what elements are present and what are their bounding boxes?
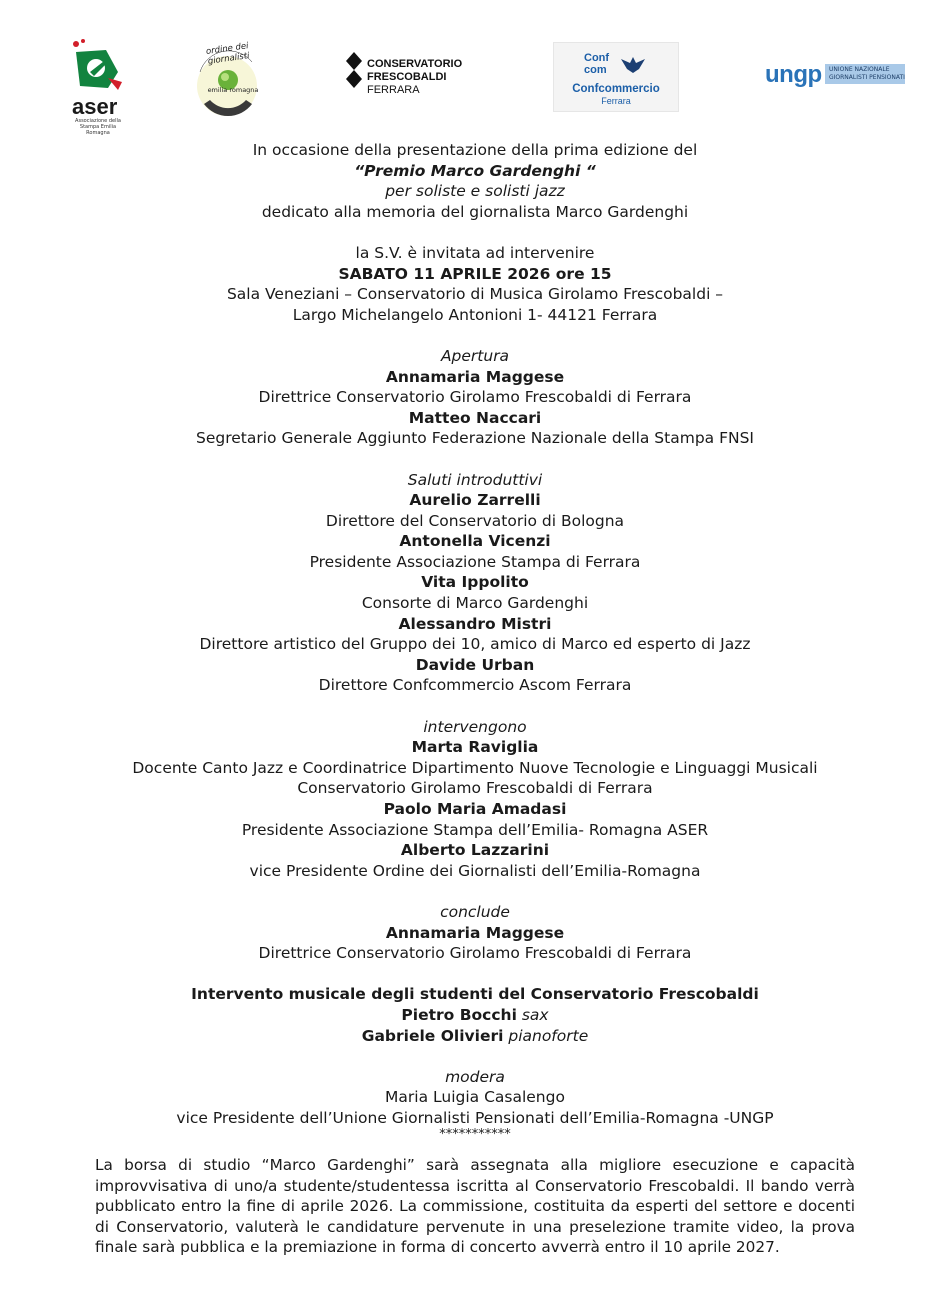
speaker-role: vice Presidente Ordine dei Giornalisti dell’Emilia-Romagna bbox=[249, 861, 701, 880]
separator: *********** bbox=[439, 1126, 511, 1142]
speaker-name: Vita Ippolito bbox=[421, 573, 529, 592]
speaker-role: Direttore del Conservatorio di Bologna bbox=[325, 511, 625, 530]
ungp-line2: GIORNALISTI PENSIONATI bbox=[829, 74, 905, 81]
venue-line-2: Largo Michelangelo Antonioni 1- 44121 Ferrara bbox=[292, 305, 658, 324]
aser-logo bbox=[68, 38, 130, 134]
music-heading: Intervento musicale degli studenti del Conservatorio Frescobaldi bbox=[191, 985, 759, 1004]
confcommercio-eagle-icon bbox=[620, 55, 646, 75]
speaker-role: Direttore artistico del Gruppo dei 10, amico di Marco ed esperto di Jazz bbox=[199, 635, 751, 654]
ungp-logo bbox=[765, 62, 907, 88]
award-subtitle: per soliste e solisti jazz bbox=[385, 182, 565, 201]
performer-instrument: pianoforte bbox=[508, 1026, 589, 1045]
section-heading-apertura: Apertura bbox=[440, 346, 510, 365]
intro-line: In occasione della presentazione della prima edizione del bbox=[252, 141, 698, 159]
speaker-role: Direttrice Conservatorio Girolamo Frescobaldi di Ferrara bbox=[258, 388, 692, 407]
ordine-text-top: ordine dei giornalisti bbox=[205, 41, 251, 67]
speaker-name: Alessandro Mistri bbox=[398, 614, 552, 633]
venue-line-1: Sala Veneziani – Conservatorio di Musica Girolamo Frescobaldi – bbox=[226, 285, 724, 304]
speaker-name: Matteo Naccari bbox=[408, 408, 542, 427]
invite-line: la S.V. è invitata ad intervenire bbox=[355, 243, 595, 262]
performer-name: Gabriele Olivieri bbox=[361, 1026, 504, 1045]
conservatorio-line2: FRESCOBALDI bbox=[367, 71, 447, 83]
performer-line bbox=[0, 1005, 950, 1026]
speaker-role: Conservatorio Girolamo Frescobaldi di Ferrara bbox=[297, 779, 653, 798]
section-heading-modera: modera bbox=[445, 1067, 505, 1086]
scholarship-paragraph: La borsa di studio “Marco Gardenghi” sarà assegnata alla migliore esecuzione e capacità improvvisativa di uno/a studente/studentessa iscritta al Conservatorio Frescobaldi. Il bando verrà pubblicato entro la fine di aprile 2026. La commissione, costituita da esperti del settore e docenti di Conservatorio, valuterà le candidature pervenute in una preselezione tramite video, la prova finale sarà pubblica e la premiazione in forma di concerto avverrà entro il 10 aprile 2027. bbox=[95, 1156, 855, 1257]
speaker-name: Antonella Vicenzi bbox=[399, 532, 551, 551]
speaker-name: Marta Raviglia bbox=[411, 738, 539, 757]
event-date: SABATO 11 APRILE 2026 ore 15 bbox=[338, 264, 612, 283]
speaker-role: Consorte di Marco Gardenghi bbox=[361, 594, 589, 613]
speaker-name: Aurelio Zarrelli bbox=[409, 491, 541, 510]
ungp-line1: UNIONE NAZIONALE bbox=[829, 66, 890, 73]
speaker-role: Presidente Associazione Stampa dell’Emilia- Romagna ASER bbox=[241, 820, 709, 839]
speaker-name: Annamaria Maggese bbox=[385, 367, 565, 386]
dedication-line: dedicato alla memoria del giornalista Marco Gardenghi bbox=[261, 202, 689, 221]
ordine-giornalisti-logo bbox=[186, 42, 268, 124]
award-title: “Premio Marco Gardenghi “ bbox=[354, 161, 596, 180]
speaker-name: Alberto Lazzarini bbox=[400, 841, 550, 860]
aser-wordmark: aser bbox=[72, 94, 118, 119]
performer-instrument: sax bbox=[521, 1005, 549, 1024]
conservatorio-line3: FERRARA bbox=[367, 84, 420, 96]
ordine-text-bottom: emilia romagna bbox=[207, 86, 259, 94]
speaker-role: Docente Canto Jazz e Coordinatrice Dipartimento Nuove Tecnologie e Linguaggi Musicali bbox=[132, 758, 818, 777]
speaker-role: Segretario Generale Aggiunto Federazione Nazionale della Stampa FNSI bbox=[196, 429, 754, 448]
moderator-role: vice Presidente dell’Unione Giornalisti Pensionati dell’Emilia-Romagna -UNGP bbox=[176, 1108, 774, 1127]
speaker-name: Paolo Maria Amadasi bbox=[383, 800, 567, 818]
performer-name: Pietro Bocchi bbox=[401, 1005, 517, 1024]
section-heading-conclude: conclude bbox=[440, 902, 510, 921]
speaker-role: Direttore Confcommercio Ascom Ferrara bbox=[318, 676, 632, 695]
moderator-name: Maria Luigia Casalengo bbox=[385, 1088, 565, 1107]
speaker-role: Direttrice Conservatorio Girolamo Frescobaldi di Ferrara bbox=[258, 944, 692, 963]
confcommercio-city: Ferrara bbox=[601, 96, 631, 106]
confcommercio-name: Confcommercio bbox=[572, 83, 660, 95]
ungp-wordmark: ungp bbox=[765, 61, 822, 88]
speaker-name: Annamaria Maggese bbox=[385, 923, 565, 942]
section-heading-saluti: Saluti introduttivi bbox=[407, 470, 543, 489]
section-heading-intervengono: intervengono bbox=[423, 717, 527, 736]
confcommercio-logo bbox=[553, 42, 679, 112]
conservatorio-logo bbox=[345, 52, 475, 104]
speaker-name: Davide Urban bbox=[415, 655, 535, 674]
speaker-role: Presidente Associazione Stampa di Ferrara bbox=[309, 552, 641, 571]
conservatorio-emblem-icon bbox=[345, 52, 363, 88]
confcom-line1: Conf bbox=[584, 52, 610, 64]
aser-caption: Associazione della Stampa Emilia Romagna bbox=[75, 118, 121, 136]
logo-row bbox=[0, 28, 950, 136]
performer-line bbox=[0, 1026, 950, 1047]
aser-emblem-icon bbox=[68, 38, 130, 94]
confcom-line2: com bbox=[584, 64, 607, 76]
conservatorio-line1: CONSERVATORIO bbox=[367, 58, 463, 70]
invitation-body bbox=[0, 140, 950, 1141]
